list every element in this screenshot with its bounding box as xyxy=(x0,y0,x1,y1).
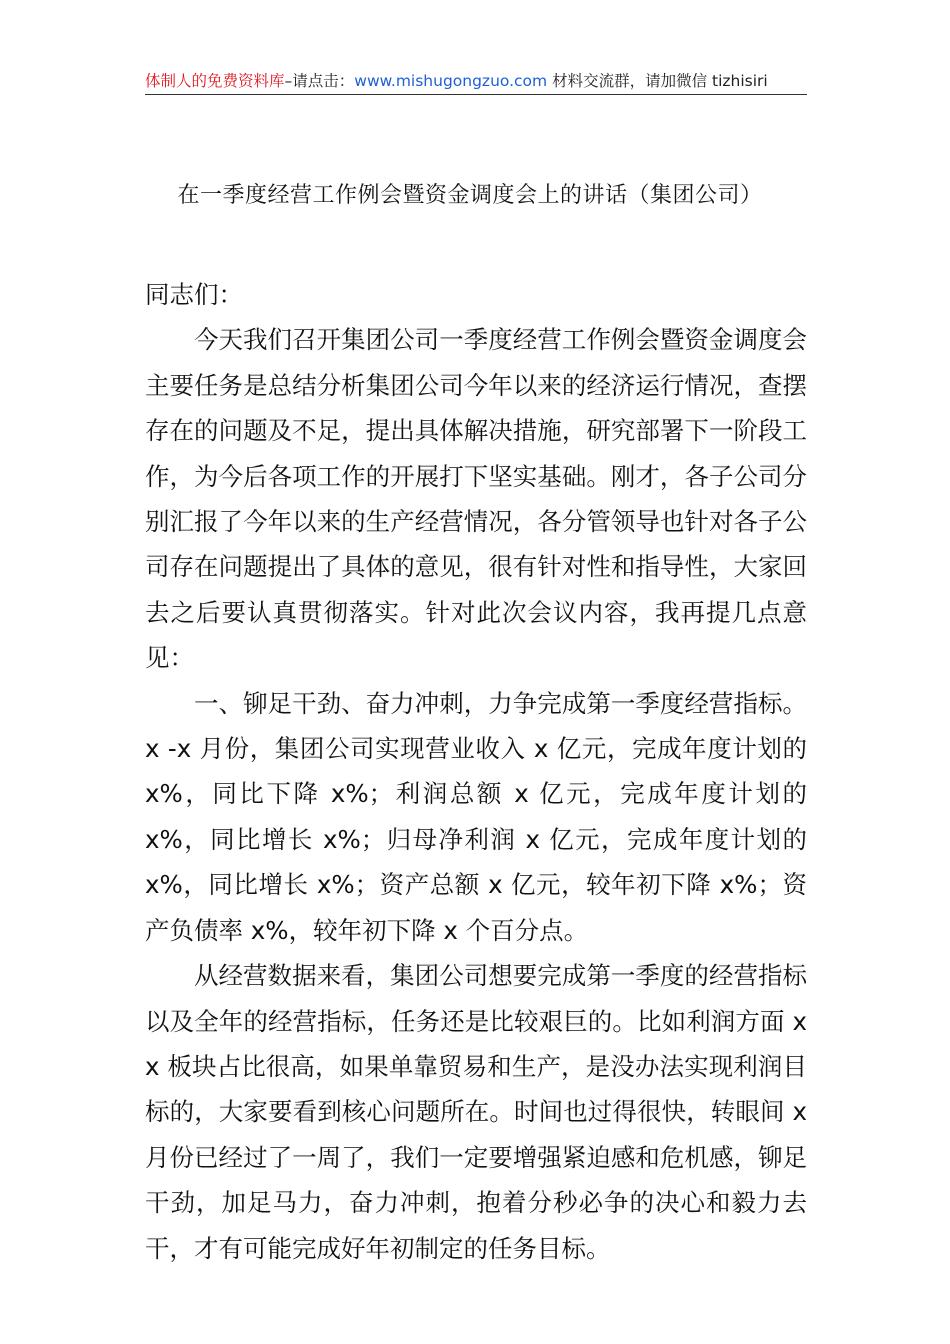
paragraph: 一、铆足干劲、奋力冲刺，力争完成第一季度经营指标。x -x 月份，集团公司实现营业收入 x 亿元，完成年度计划的 x%，同比下降 x%；利润总额 x 亿元，完成年度计划的 x%，同比增长 x%；归母净利润 x 亿元，完成年度计划的 x%，同比增长 x%；资产总额 x 亿元，较年初下降 x%；资产负债率 x%，较年初下降 x 个百分点。 xyxy=(145,688,807,945)
header-contact: 材料交流群，请加微信 tizhisiri xyxy=(547,72,768,90)
header-divider xyxy=(145,94,807,95)
paragraph: 今天我们召开集团公司一季度经营工作例会暨资金调度会主要任务是总结分析集团公司今年以来的经济运行情况，查摆存在的问题及不足，提出具体解决措施，研究部署下一阶段工作，为今后各项工作的开展打下坚实基础。刚才，各子公司分别汇报了今年以来的生产经营情况，各分管领导也针对各子公司存在问题提出了具体的意见，很有针对性和指导性，大家回去之后要认真贯彻落实。针对此次会议内容，我再提几点意见： xyxy=(145,325,807,673)
salutation: 同志们： xyxy=(145,280,243,309)
document-body xyxy=(145,272,807,1271)
header-url-link[interactable]: www.mishugongzuo.com xyxy=(354,72,548,90)
document-title: 在一季度经营工作例会暨资金调度会上的讲话（集团公司） xyxy=(177,183,763,208)
paragraph: 从经营数据来看，集团公司想要完成第一季度的经营指标以及全年的经营指标，任务还是比较艰巨的。比如利润方面 xx 板块占比很高，如果单靠贸易和生产，是没办法实现利润目标的，大家要看到核心问题所在。时间也过得很快，转眼间 x 月份已经过了一周了，我们一定要增强紧迫感和危机感，铆足干劲，加足马力，奋力冲刺，抱着分秒必争的决心和毅力去干，才有可能完成好年初制定的任务目标。 xyxy=(145,961,807,1263)
header-banner xyxy=(145,68,807,94)
header-prompt: –请点击： xyxy=(284,72,355,90)
header-brand: 体制人的免费资料库 xyxy=(145,72,285,90)
